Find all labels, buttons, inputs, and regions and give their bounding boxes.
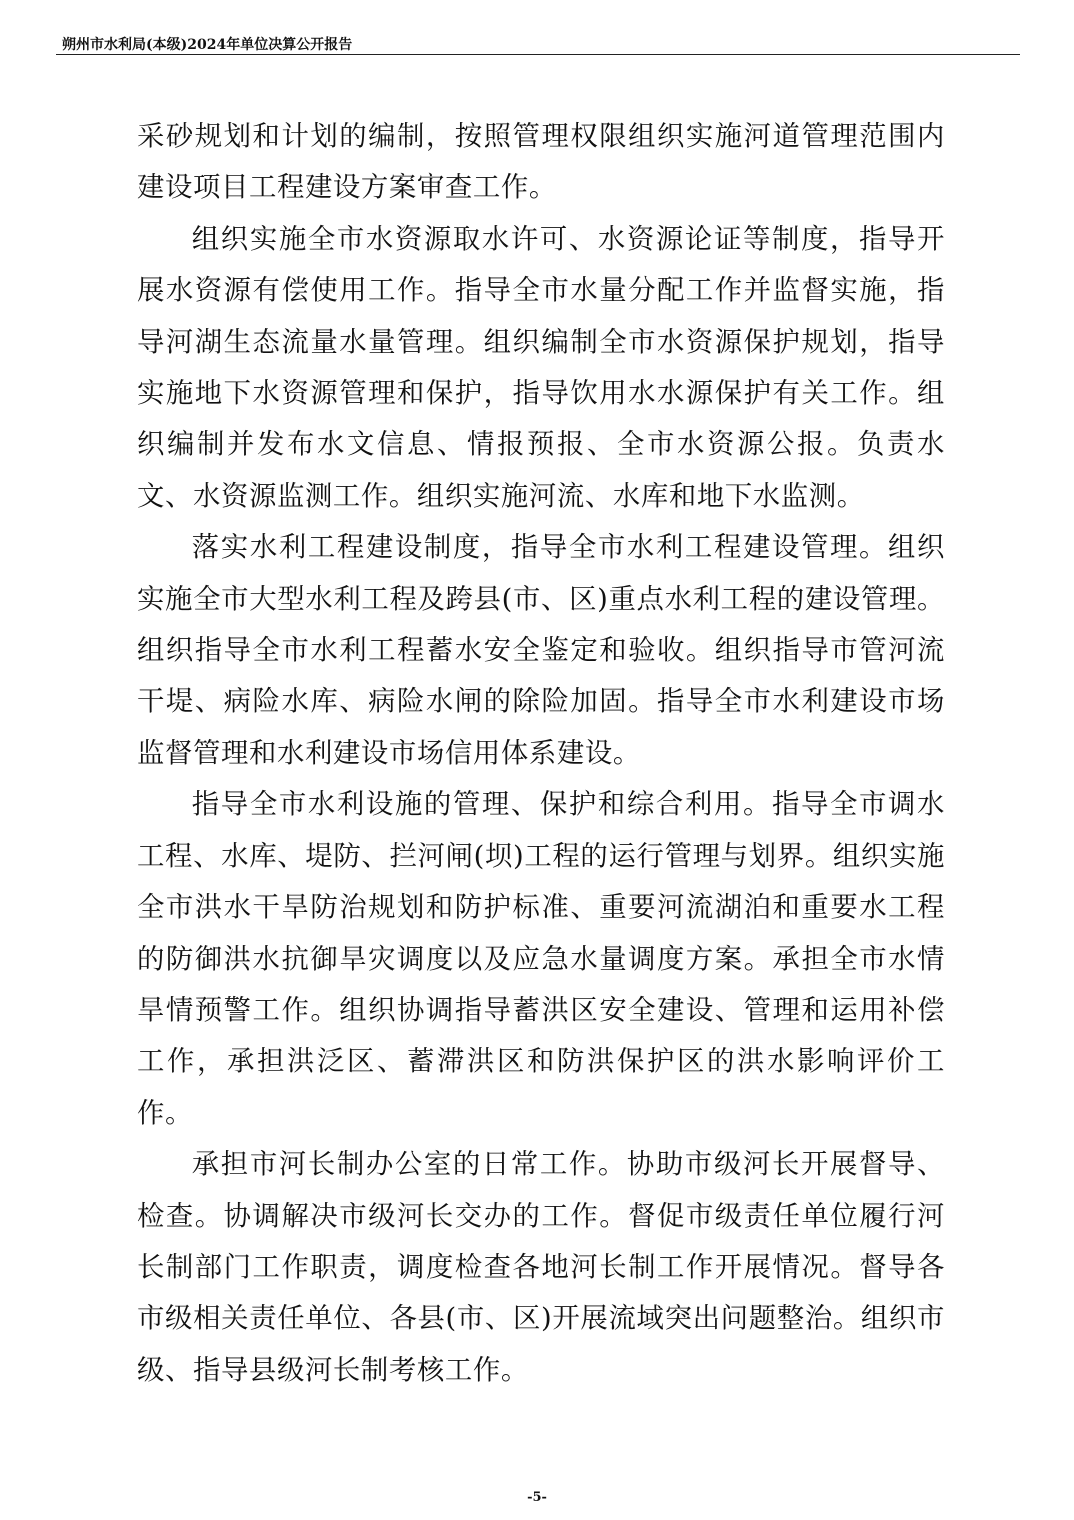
paragraph-facility-management: 指导全市水利设施的管理、保护和综合利用。指导全市调水工程、水库、堤防、拦河闸(坝)工程的运行管理与划界。组织实施全市洪水干旱防治规划和防护标准、重要河流湖泊和重要水工程的防御洪水抗御旱灾调度以及应急水量调度方案。承担全市水情旱情预警工作。组织协调指导蓄洪区安全建设、管理和运用补偿工作，承担洪泛区、蓄滞洪区和防洪保护区的洪水影响评价工作。 [137,789,945,1129]
paragraph-continued: 采砂规划和计划的编制，按照管理权限组织实施河道管理范围内建设项目工程建设方案审查工作。 [137,121,945,204]
document-body [137,111,945,1396]
header-divider [56,54,1020,55]
document-header-title: 朔州市水利局(本级)2024年单位决算公开报告 [62,37,353,53]
paragraph-water-resources: 组织实施全市水资源取水许可、水资源论证等制度，指导开展水资源有偿使用工作。指导全市水量分配工作并监督实施，指导河湖生态流量水量管理。组织编制全市水资源保护规划，指导实施地下水资源管理和保护，指导饮用水水源保护有关工作。组织编制并发布水文信息、情报预报、全市水资源公报。负责水文、水资源监测工作。组织实施河流、水库和地下水监测。 [137,223,945,512]
paragraph-construction-management: 落实水利工程建设制度，指导全市水利工程建设管理。组织实施全市大型水利工程及跨县(市、区)重点水利工程的建设管理。组织指导全市水利工程蓄水安全鉴定和验收。组织指导市管河流干堤、病险水库、病险水闸的除险加固。指导全市水利建设市场监督管理和水利建设市场信用体系建设。 [137,532,945,769]
page-number: -5- [527,1490,547,1505]
paragraph-river-chief-office: 承担市河长制办公室的日常工作。协助市级河长开展督导、检查。协调解决市级河长交办的工作。督促市级责任单位履行河长制部门工作职责，调度检查各地河长制工作开展情况。督导各市级相关责任单位、各县(市、区)开展流域突出问题整治。组织市级、指导县级河长制考核工作。 [137,1149,945,1386]
